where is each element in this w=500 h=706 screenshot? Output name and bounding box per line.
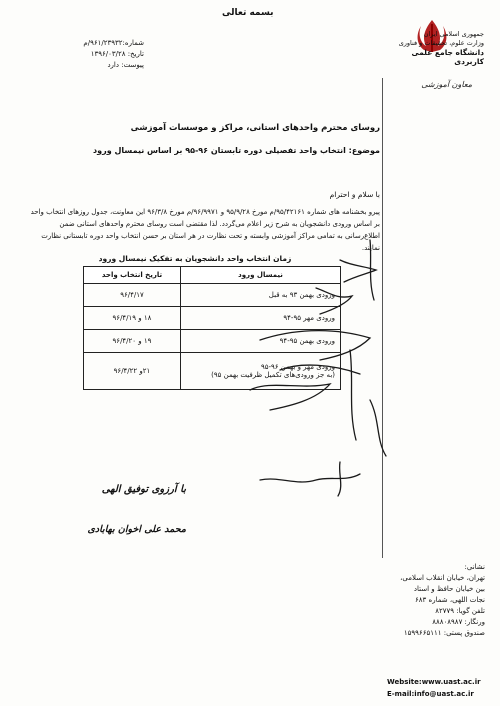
- ministry-line: وزارت علوم، تحقیقات و فناوری: [398, 39, 484, 47]
- pobox: صندوق پستی: ۱۵۹۹۶۶۵۱۱۱: [403, 629, 485, 637]
- handwritten-annotation-icon: [220, 230, 405, 520]
- letter-attachment: پیوست: دارد: [107, 61, 144, 69]
- university-name: دانشگاه جامع علمی کاربردی: [411, 48, 484, 66]
- semester-text: ورودی مهر و بهمن ۹۶-۹۵: [260, 363, 335, 371]
- letter-body: پیرو بخشنامه های شماره ۹۵/۴۲۱۶۱/م مورخ ۹۵/۹/۲۸ و ۹۶/۹۹۷۱/م مورخ ۹۶/۳/۸ این معاونت، جدول روزهای انتخاب واحد بر اساس ورودی دانشجویان به شرح زیر اعلام می‌گردد. لذا مقتضی است روسای محترم واحدهای استانی ضمن اطلاع‌رسانی به تمامی مراکز آموزشی وابسته و تحت نظارت در هر استان بر حسن انتخاب واحد دوره تابستانی نظارت نمایند.: [30, 208, 380, 252]
- address-line-3: نجات اللهی، شماره ۶۸۳: [415, 596, 485, 604]
- address-line-2: بین خیابان حافظ و استاد: [413, 585, 485, 593]
- subject-line: موضوع: انتخاب واحد تفصیلی دوره تابستان ۹۶-۹۵ بر اساس نیمسال ورود: [93, 146, 380, 155]
- address-label: نشانی:: [464, 563, 485, 571]
- fax: ورنگار: ۸۸۸۰۸۹۸۷: [432, 618, 485, 626]
- date-cell: ۱۹ و ۹۶/۴/۲۰: [84, 330, 181, 353]
- table-title: زمان انتخاب واحد دانشجویان به تفکیک نیمسال ورود: [98, 254, 292, 263]
- col-date-header: تاریخ انتخاب واحد: [84, 267, 181, 284]
- date-cell: ۹۶/۴/۱۷: [84, 284, 181, 307]
- closing-phrase: با آرزوی توفیق الهی: [101, 484, 186, 495]
- website-link[interactable]: Website:www.uast.ac.ir: [387, 678, 481, 686]
- date-cell: ۱۸ و ۹۶/۴/۱۹: [84, 307, 181, 330]
- col-semester-header: نیمسال ورود: [181, 267, 341, 284]
- address-line-1: تهران، خیابان انقلاب اسلامی،: [400, 574, 485, 582]
- letter-meta: [24, 38, 144, 71]
- address-block: [385, 562, 485, 639]
- semester-cell: ورودی بهمن ۹۵-۹۴: [181, 330, 341, 353]
- addressee: روسای محترم واحدهای استانی، مراکز و موسسات آموزشی: [130, 123, 380, 133]
- besm-heading: بسمه تعالی: [222, 8, 274, 18]
- email-link[interactable]: E-mail:info@uast.ac.ir: [387, 690, 474, 698]
- deputy-title: معاون آموزشی: [421, 80, 472, 89]
- date-cell: ۲۱و ۹۶/۴/۲۲: [84, 353, 181, 390]
- letter-date: تاریخ: ۱۳۹۶/۰۳/۲۸: [90, 50, 144, 58]
- semester-cell: ورودی بهمن ۹۳ به قبل: [181, 284, 341, 307]
- signatory-name: محمد علی اخوان بهابادی: [87, 524, 186, 535]
- university-block: [384, 30, 484, 66]
- country-line: جمهوری اسلامی ایران: [423, 30, 484, 38]
- greeting: با سلام و احترام: [329, 190, 380, 199]
- phone: تلفن گویا: ۸۲۷۷۹: [435, 607, 485, 615]
- semester-cell: ورودی مهر ۹۵-۹۴: [181, 307, 341, 330]
- semester-note: (به جز ورودی‌های تکمیل ظرفیت بهمن ۹۵): [211, 371, 335, 379]
- letter-number: شماره:۹۶۱/۲۳۹۳۲/م: [83, 39, 144, 47]
